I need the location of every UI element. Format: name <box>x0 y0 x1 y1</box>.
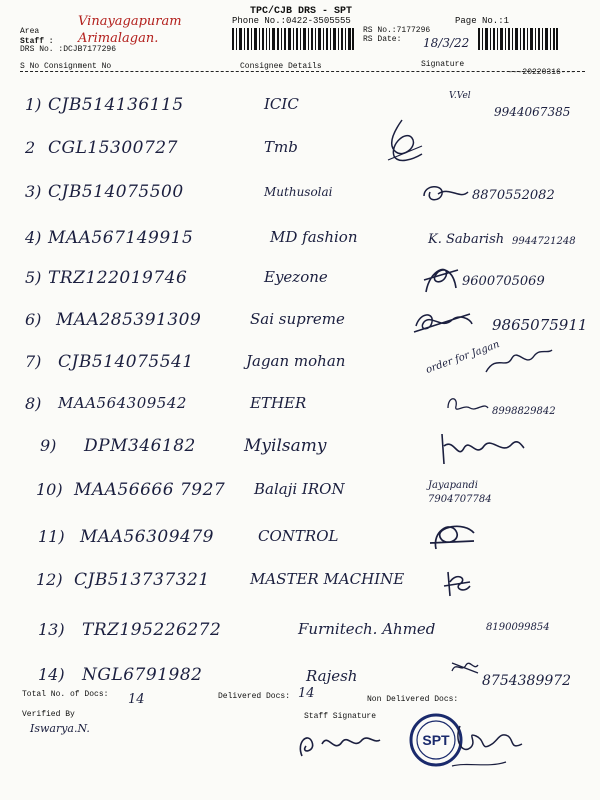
print-date: ---20220316--- <box>508 68 576 77</box>
row-serial: 14) <box>38 665 65 684</box>
table-row <box>0 436 600 470</box>
handwritten-signature <box>412 310 474 336</box>
receiver-phone: 9865075911 <box>492 316 588 334</box>
table-row <box>0 480 600 514</box>
delivered-docs-label: Delivered Docs: <box>218 692 291 701</box>
row-serial: 2 <box>25 138 36 157</box>
consignee-name: ETHER <box>250 394 307 412</box>
consignee-name: Jagan mohan <box>246 352 346 370</box>
table-row <box>0 138 600 172</box>
handwritten-signature <box>420 182 470 206</box>
consignment-number: MAA56309479 <box>80 527 214 547</box>
handwritten-signature <box>482 344 554 378</box>
row-serial: 8) <box>25 394 42 413</box>
consignment-number: MAA56666 7927 <box>74 480 226 500</box>
rs-date-label: RS Date: <box>363 35 402 44</box>
table-row <box>0 527 600 561</box>
signature-name: K. Sabarish <box>428 232 505 247</box>
consignee-name: Muthusolai <box>264 185 333 199</box>
row-serial: 6) <box>25 310 42 329</box>
receiver-signature <box>448 722 528 770</box>
receiver-phone: 9600705069 <box>462 274 545 289</box>
rs-number: RS No.:7177296 <box>363 26 431 35</box>
consignee-name: CONTROL <box>258 527 339 545</box>
handwritten-signature <box>440 568 474 598</box>
consignee-name: Furnitech. Ahmed <box>298 620 436 638</box>
barcode-left <box>232 28 354 50</box>
signature-name: order for Jagan <box>424 339 502 376</box>
row-serial: 5) <box>25 268 42 287</box>
receiver-phone: 8190099854 <box>486 622 550 633</box>
delivered-docs-value: 14 <box>298 686 315 701</box>
consignment-number: CJB514075541 <box>58 352 194 372</box>
table-row <box>0 91 600 129</box>
page-number: Page No.:1 <box>455 16 510 26</box>
consignment-number: TRZ195226272 <box>82 620 222 640</box>
consignee-name: MASTER MACHINE <box>250 570 405 588</box>
row-serial: 3) <box>25 182 42 201</box>
consignee-name: Myilsamy <box>244 436 327 456</box>
consignment-number: CJB513737321 <box>74 570 210 590</box>
column-header-signature: Signature <box>421 60 465 69</box>
table-row <box>0 339 600 386</box>
receiver-phone: 8998829842 <box>492 406 556 417</box>
drs-number: DRS No. :DCJB7177296 <box>20 45 117 54</box>
receiver-phone: 8870552082 <box>472 188 555 203</box>
row-serial: 10) <box>36 480 63 499</box>
staff-signature <box>292 728 382 760</box>
table-row <box>0 228 600 262</box>
area-value: Vinayagapuram <box>78 14 182 29</box>
table-row <box>0 182 600 216</box>
rs-date-value: 18/3/22 <box>423 36 470 50</box>
handwritten-signature <box>420 262 460 296</box>
receiver-phone: 7904707784 <box>428 494 492 505</box>
handwritten-signature <box>444 394 490 416</box>
consignee-name: Tmb <box>264 138 298 156</box>
signature-name: V.Vel <box>449 91 471 101</box>
row-serial: 9) <box>40 436 57 455</box>
total-docs-value: 14 <box>128 692 145 707</box>
table-row <box>0 620 600 654</box>
table-row <box>0 310 600 344</box>
verified-by-value: Iswarya.N. <box>30 722 90 735</box>
row-serial: 13) <box>38 620 65 639</box>
receiver-phone: 8754389972 <box>482 673 572 689</box>
non-delivered-docs-label: Non Delivered Docs: <box>367 695 459 704</box>
consignment-number: DPM346182 <box>84 436 196 456</box>
consignment-number: CJB514136115 <box>48 95 184 115</box>
handwritten-signature <box>382 116 426 166</box>
sheet-title: TPC/CJB DRS - SPT <box>250 6 353 17</box>
column-header-consignment: S No Consignment No <box>20 62 112 71</box>
consignment-number: MAA567149915 <box>48 228 194 248</box>
row-serial: 1) <box>25 95 42 114</box>
signature-name: Jayapandi <box>428 480 478 491</box>
table-row <box>0 570 600 604</box>
row-serial: 4) <box>25 228 42 247</box>
table-row <box>0 394 600 428</box>
consignment-number: TRZ122019746 <box>48 268 188 288</box>
consignment-number: MAA285391309 <box>56 310 202 330</box>
stamp-text: SPT <box>422 732 450 748</box>
consignee-name: Eyezone <box>264 268 328 286</box>
consignment-number: CGL15300727 <box>48 138 178 158</box>
barcode-right <box>478 28 558 50</box>
receiver-phone: 9944067385 <box>494 105 571 119</box>
consignment-number: MAA564309542 <box>58 394 187 412</box>
office-phone: Phone No.:0422-3505555 <box>232 16 351 26</box>
total-docs-label: Total No. of Docs: <box>22 690 109 699</box>
consignee-name: MD fashion <box>270 228 358 246</box>
consignee-name: Rajesh <box>306 667 358 685</box>
header-divider <box>20 71 585 72</box>
consignment-number: CJB514075500 <box>48 182 184 202</box>
consignee-name: Sai supreme <box>250 310 345 328</box>
table-row <box>0 268 600 302</box>
row-serial: 7) <box>25 352 42 371</box>
consignee-name: Balaji IRON <box>254 480 345 498</box>
staff-value: Arimalagan. <box>78 31 159 46</box>
row-serial: 11) <box>38 527 65 546</box>
consignee-name: ICIC <box>264 95 299 113</box>
consignment-number: NGL6791982 <box>82 665 203 685</box>
area-label: Area <box>20 27 40 36</box>
handwritten-signature <box>426 517 478 553</box>
staff-signature-label: Staff Signature <box>304 712 377 721</box>
handwritten-signature <box>436 430 526 466</box>
column-header-consignee: Consignee Details <box>240 62 322 71</box>
verified-by-label: Verified By <box>22 710 75 719</box>
row-serial: 12) <box>36 570 63 589</box>
receiver-phone: 9944721248 <box>512 236 576 247</box>
handwritten-signature <box>450 659 480 677</box>
staff-label: Staff : <box>20 37 54 46</box>
